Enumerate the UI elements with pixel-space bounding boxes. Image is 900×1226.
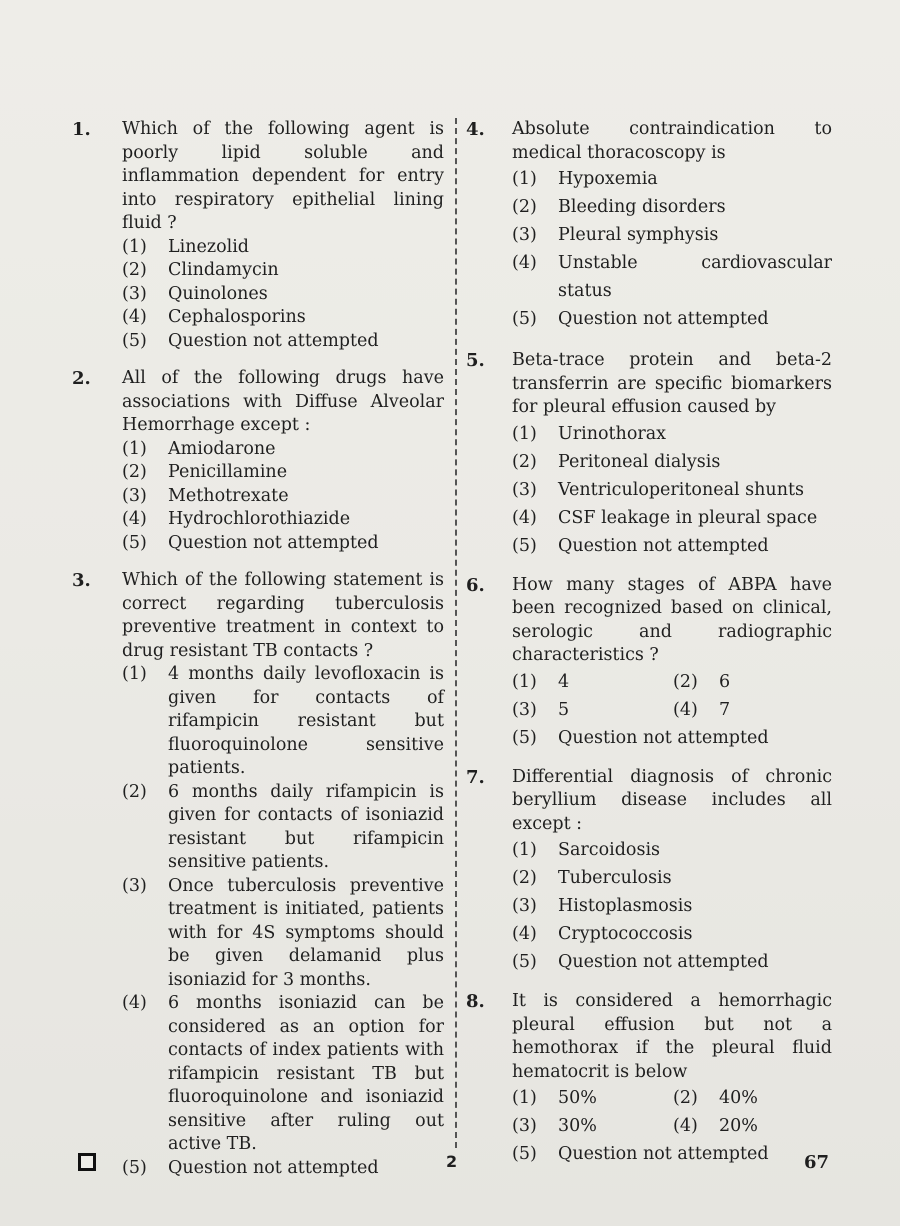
option: (4) 6 months isoniazid can be considered as an option for contacts of index patients with rifampicin resistant TB but fluoroquinolone and isoniazid sensitive after ruling out active TB. (122, 993, 444, 1154)
question-number: 1. (72, 119, 91, 140)
option: (1) Linezolid (122, 236, 249, 257)
option: (3) Ventriculoperitoneal shunts (512, 479, 804, 500)
option: (4) Cryptococcosis (512, 924, 693, 944)
option: (2) Clindamycin (122, 260, 279, 280)
option: (1) Amiodarone (122, 438, 276, 459)
option: (4) CSF leakage in pleural space (512, 507, 818, 528)
left-column (72, 118, 444, 1180)
option: (3) Pleural symphysis (512, 225, 719, 245)
option: (5) Question not attempted (512, 727, 769, 748)
square-marker-icon (78, 1153, 96, 1171)
option: (5) Question not attempted (122, 532, 379, 553)
question-number: 6. (466, 574, 485, 596)
question-7 (466, 766, 832, 977)
question-2 (72, 367, 444, 555)
question-number: 8. (466, 991, 485, 1012)
right-column (466, 118, 832, 1168)
option: (4) Hydrochlorothiazide (122, 509, 351, 529)
option: (1) Urinothorax (512, 423, 667, 444)
question-text: Which of the following statement is correct regarding tuberculosis preventive treatment in context to drug resistant TB contacts ? (122, 570, 444, 661)
option: (5) Question not attempted (512, 1144, 769, 1164)
option: (3) Histoplasmosis (512, 896, 693, 916)
question-text: All of the following drugs have associations with Diffuse Alveolar Hemorrhage except : (122, 368, 444, 435)
question-5 (466, 349, 832, 560)
column-divider (455, 118, 457, 1148)
question-number: 2. (72, 368, 91, 389)
option: (2) Peritoneal dialysis (512, 451, 721, 472)
option: (2) Bleeding disorders (512, 197, 726, 217)
option: (5) Question not attempted (122, 1157, 379, 1178)
question-1 (72, 118, 444, 353)
question-text: Beta-trace protein and beta-2 transferrin are specific biomarkers for pleural effusion caused by (512, 350, 832, 417)
question-4 (466, 118, 832, 333)
option: (3) Quinolones (122, 283, 268, 304)
option: (5) Question not attempted (512, 309, 769, 329)
option-pair: (1) 50% (2) 40% (512, 1088, 758, 1108)
option: (4) Unstable cardiovascular status (512, 253, 832, 301)
question-text: How many stages of ABPA have been recognized based on clinical, serologic and radiographic characteristics ? (512, 574, 832, 665)
option: (3) Once tuberculosis preventive treatment is initiated, patients with for 4S symptoms should be given delamanid plus isoniazid for 3 months. (122, 875, 444, 990)
option: (5) Question not attempted (512, 535, 769, 556)
question-text: Differential diagnosis of chronic beryllium disease includes all except : (512, 766, 832, 834)
option: (1) Sarcoidosis (512, 840, 661, 860)
option: (5) Question not attempted (512, 952, 769, 972)
option-pair: (3) 30% (4) 20% (512, 1116, 758, 1136)
option: (4) Cephalosporins (122, 307, 306, 327)
question-text: Which of the following agent is poorly lipid soluble and inflammation dependent for entry into respiratory epithelial lining fluid ? (122, 119, 444, 233)
question-number: 7. (466, 766, 485, 788)
option: (5) Question not attempted (122, 330, 379, 351)
option: (3) Methotrexate (122, 485, 289, 506)
booklet-code: 67 (804, 1152, 830, 1173)
page-number: 2 (446, 1152, 458, 1171)
question-3 (72, 569, 444, 1180)
option: (1) Hypoxemia (512, 169, 658, 189)
question-text: Absolute contraindication to medical thoracoscopy is (512, 119, 832, 163)
option: (2) Penicillamine (122, 462, 288, 482)
option-pair: (3) 5 (4) 7 (512, 699, 731, 720)
option: (2) Tuberculosis (512, 868, 672, 888)
question-number: 4. (466, 119, 485, 140)
question-6 (466, 574, 832, 752)
question-number: 3. (72, 570, 91, 591)
option: (2) 6 months daily rifampicin is given for contacts of isoniazid resistant but rifampicin sensitive patients. (122, 781, 444, 872)
question-8 (466, 990, 832, 1168)
option-pair: (1) 4 (2) 6 (512, 671, 731, 692)
option: (1) 4 months daily levofloxacin is given for contacts of rifampicin resistant but fluoroquinolone sensitive patients. (122, 664, 444, 778)
question-text: It is considered a hemorrhagic pleural effusion but not a hemothorax if the pleural fluid hematocrit is below (512, 991, 832, 1082)
question-number: 5. (466, 350, 485, 371)
